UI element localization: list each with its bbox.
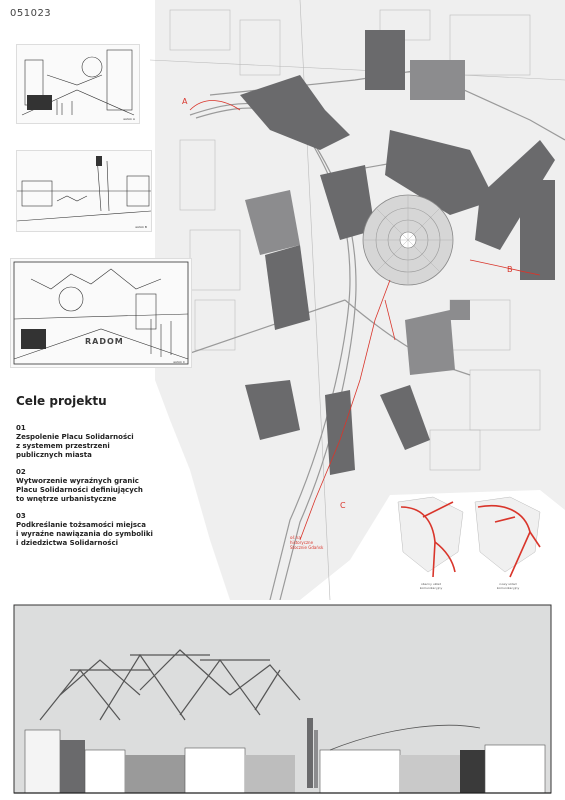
marker-b: B [507, 265, 513, 274]
goal-text: Podkreślanie tożsamości miejsca i wyraźne nawiązania do symboliki i dziedzictwa Solidarności [16, 521, 153, 547]
cross-section-elevation [0, 600, 565, 800]
sketch-a-label: widok A [123, 117, 135, 121]
goal-number: 03 [16, 512, 26, 520]
project-goals [16, 394, 216, 556]
goals-title: Cele projektu [16, 394, 107, 408]
goal-number: 01 [16, 424, 26, 432]
goal-text: Zespolenie Placu Solidarności z systemem przestrzeni publicznych miasta [16, 433, 134, 459]
chimney [307, 718, 313, 788]
diagram-current-traffic [393, 492, 469, 596]
chimney-secondary [314, 730, 318, 788]
sketch-view-c [10, 258, 192, 368]
goal-text: Wytworzenie wyraźnych granic Placu Solidarności definiujących to wnętrze urbanistyczne [16, 477, 143, 503]
plaza-circle [363, 195, 453, 285]
sketch-c-sign: RADOM [85, 337, 124, 346]
axis-note: oś na historyczne Stocznie Gdańsk [290, 535, 324, 550]
sketch-c-label: widok C [173, 360, 185, 364]
sketch-b-drawing [17, 151, 151, 231]
goal-item [16, 468, 216, 504]
marker-c: C [340, 501, 346, 510]
sheet-code: 051023 [10, 8, 52, 19]
sketch-a-drawing [17, 45, 139, 123]
diagram-current-label: obecny układ komunikacyjny [419, 582, 443, 590]
goal-item [16, 424, 216, 460]
goal-number: 02 [16, 468, 26, 476]
goal-item [16, 512, 216, 548]
diagram-new-drawing [470, 492, 546, 578]
sketch-view-a [16, 44, 140, 124]
diagram-current-drawing [393, 492, 469, 578]
sketch-b-label: widok B [135, 225, 147, 229]
sketch-view-b [16, 150, 152, 232]
marker-a: A [182, 97, 188, 106]
diagram-new-label: nowy układ komunikacyjny [496, 582, 520, 590]
diagram-new-traffic [470, 492, 546, 596]
sketch-c-drawing [11, 259, 191, 367]
